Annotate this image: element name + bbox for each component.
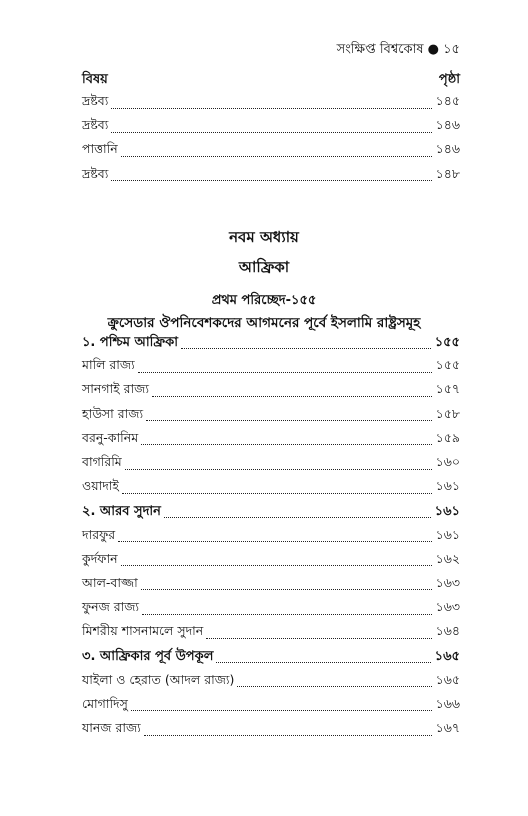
dot-leader — [141, 444, 432, 445]
toc-entry-page-number: ১৫৯ — [435, 429, 460, 445]
dot-leader — [111, 108, 431, 109]
toc-entry — [82, 430, 460, 454]
toc-entry-label: আল-বাজ্জা — [82, 574, 138, 590]
toc-entry-page-number: ১৪৬ — [435, 117, 460, 133]
toc-entry-label: মিশরীয় শাসনামলে সুদান — [82, 623, 204, 639]
dot-leader — [125, 469, 432, 470]
toc-entry-label: ওয়াদাই — [82, 478, 119, 494]
toc-entry — [82, 141, 460, 165]
toc-entry-label: মালি রাজ্য — [82, 357, 135, 373]
toc-entry-page-number: ১৬১ — [434, 504, 460, 520]
section-title: প্রথম পরিচ্ছেদ-১৫৫ — [211, 293, 317, 308]
dot-leader — [216, 662, 430, 663]
toc-entry-label: বাগরিমি — [82, 453, 122, 469]
dot-leader — [142, 614, 432, 615]
dot-leader — [141, 589, 432, 590]
dot-leader — [121, 565, 432, 566]
toc-entry-page-number: ১৪৮ — [435, 165, 460, 181]
toc-entry-page-number: ১৬০ — [435, 453, 460, 469]
toc-entry — [82, 166, 460, 190]
toc-entry-label: সানগাই রাজ্য — [82, 381, 149, 397]
toc-main-list — [82, 333, 460, 744]
toc-entry — [82, 478, 460, 502]
dot-leader — [118, 541, 432, 542]
toc-entry-label: বরনু-কানিম — [82, 429, 139, 445]
toc-entry — [82, 357, 460, 381]
toc-entry-label: ৩. আফ্রিকার পূর্ব উপকূল — [82, 649, 214, 665]
toc-entry-label: যানজ রাজ্য — [82, 720, 141, 735]
toc-entry — [82, 623, 460, 647]
toc-entry-page-number: ১৬৪ — [435, 623, 460, 639]
toc-entry-label: মোগাদিসু — [82, 695, 128, 711]
toc-section-entry — [82, 647, 460, 671]
toc-entry — [82, 672, 460, 696]
toc-entry — [82, 720, 460, 744]
toc-entry — [82, 696, 460, 720]
part-title: আফ্রিকা — [238, 258, 290, 276]
toc-entry-page-number: ১৪৫ — [435, 93, 460, 108]
toc-entry-page-number: ১৬২ — [435, 550, 460, 566]
subject-column-header: বিষয় — [82, 72, 108, 87]
toc-entry-label: যাইলা ও হেরাত (আদল রাজ্য) — [82, 671, 235, 687]
running-head: সংক্ষিপ্ত বিশ্বকোষ ● ১৫ — [336, 42, 460, 57]
toc-entry — [82, 575, 460, 599]
dot-leader — [122, 493, 432, 494]
toc-entry — [82, 599, 460, 623]
dot-leader — [111, 180, 431, 181]
toc-entry — [82, 93, 460, 117]
toc-entry-label: দ্রষ্টব্য — [82, 117, 109, 133]
toc-section-entry — [82, 502, 460, 526]
dot-leader — [146, 420, 432, 421]
dot-leader — [237, 686, 431, 687]
dot-leader — [144, 735, 432, 736]
toc-entry-label: ফুনজ রাজ্য — [82, 599, 140, 615]
dot-leader — [138, 372, 432, 373]
toc-entry-page-number: ১৬৬ — [435, 695, 460, 711]
dot-leader — [181, 348, 431, 349]
toc-entry — [82, 381, 460, 405]
dot-leader — [152, 396, 432, 397]
toc-entry-label: দ্রষ্টব্য — [82, 93, 109, 108]
toc-entry — [82, 117, 460, 141]
toc-entry-label: হাউসা রাজ্য — [82, 405, 144, 421]
dot-leader — [111, 132, 431, 133]
toc-entry-page-number: ১৫৮ — [435, 405, 460, 421]
dot-leader — [131, 710, 432, 711]
toc-entry-label: কুর্দফান — [82, 550, 118, 566]
toc-entry-label: ২. আরব সুদান — [82, 504, 161, 520]
toc-entry-label: দারফুর — [82, 526, 116, 542]
toc-entry-page-number: ১৫৫ — [435, 357, 460, 373]
toc-entry-page-number: ১৬৩ — [435, 574, 460, 590]
toc-entry-page-number: ১৫৫ — [434, 335, 460, 350]
toc-entry-page-number: ১৬১ — [435, 526, 460, 542]
toc-entry-page-number: ১৪৬ — [435, 141, 460, 157]
dot-leader — [121, 156, 432, 157]
toc-entry-page-number: ১৬৭ — [435, 720, 460, 735]
toc-entry-page-number: ১৬১ — [435, 478, 460, 494]
page-column-header: পৃষ্ঠা — [438, 72, 460, 87]
chapter-title: নবম অধ্যায় — [229, 228, 299, 246]
toc-entry-page-number: ১৫৭ — [435, 381, 460, 397]
toc-entry — [82, 454, 460, 478]
toc-entry — [82, 551, 460, 575]
toc-entry — [82, 527, 460, 551]
toc-entry — [82, 406, 460, 430]
section-subtitle: ক্রুসেডার ঔপনিবেশকদের আগমনের পূর্বে ইসলামি রাষ্ট্রসমূহ — [107, 315, 421, 331]
column-header — [82, 70, 460, 91]
toc-entry-label: ১. পশ্চিম আফ্রিকা — [82, 335, 178, 350]
toc-entry-page-number: ১৬৫ — [435, 671, 460, 687]
toc-entry-label: পাত্তানি — [82, 141, 118, 157]
toc-section-entry — [82, 333, 460, 357]
toc-entry-page-number: ১৬৫ — [434, 649, 460, 665]
toc-entry-page-number: ১৬৩ — [435, 599, 460, 615]
toc-top-list — [82, 93, 460, 190]
dot-leader — [206, 638, 431, 639]
toc-entry-label: দ্রষ্টব্য — [82, 165, 109, 181]
dot-leader — [164, 517, 431, 518]
